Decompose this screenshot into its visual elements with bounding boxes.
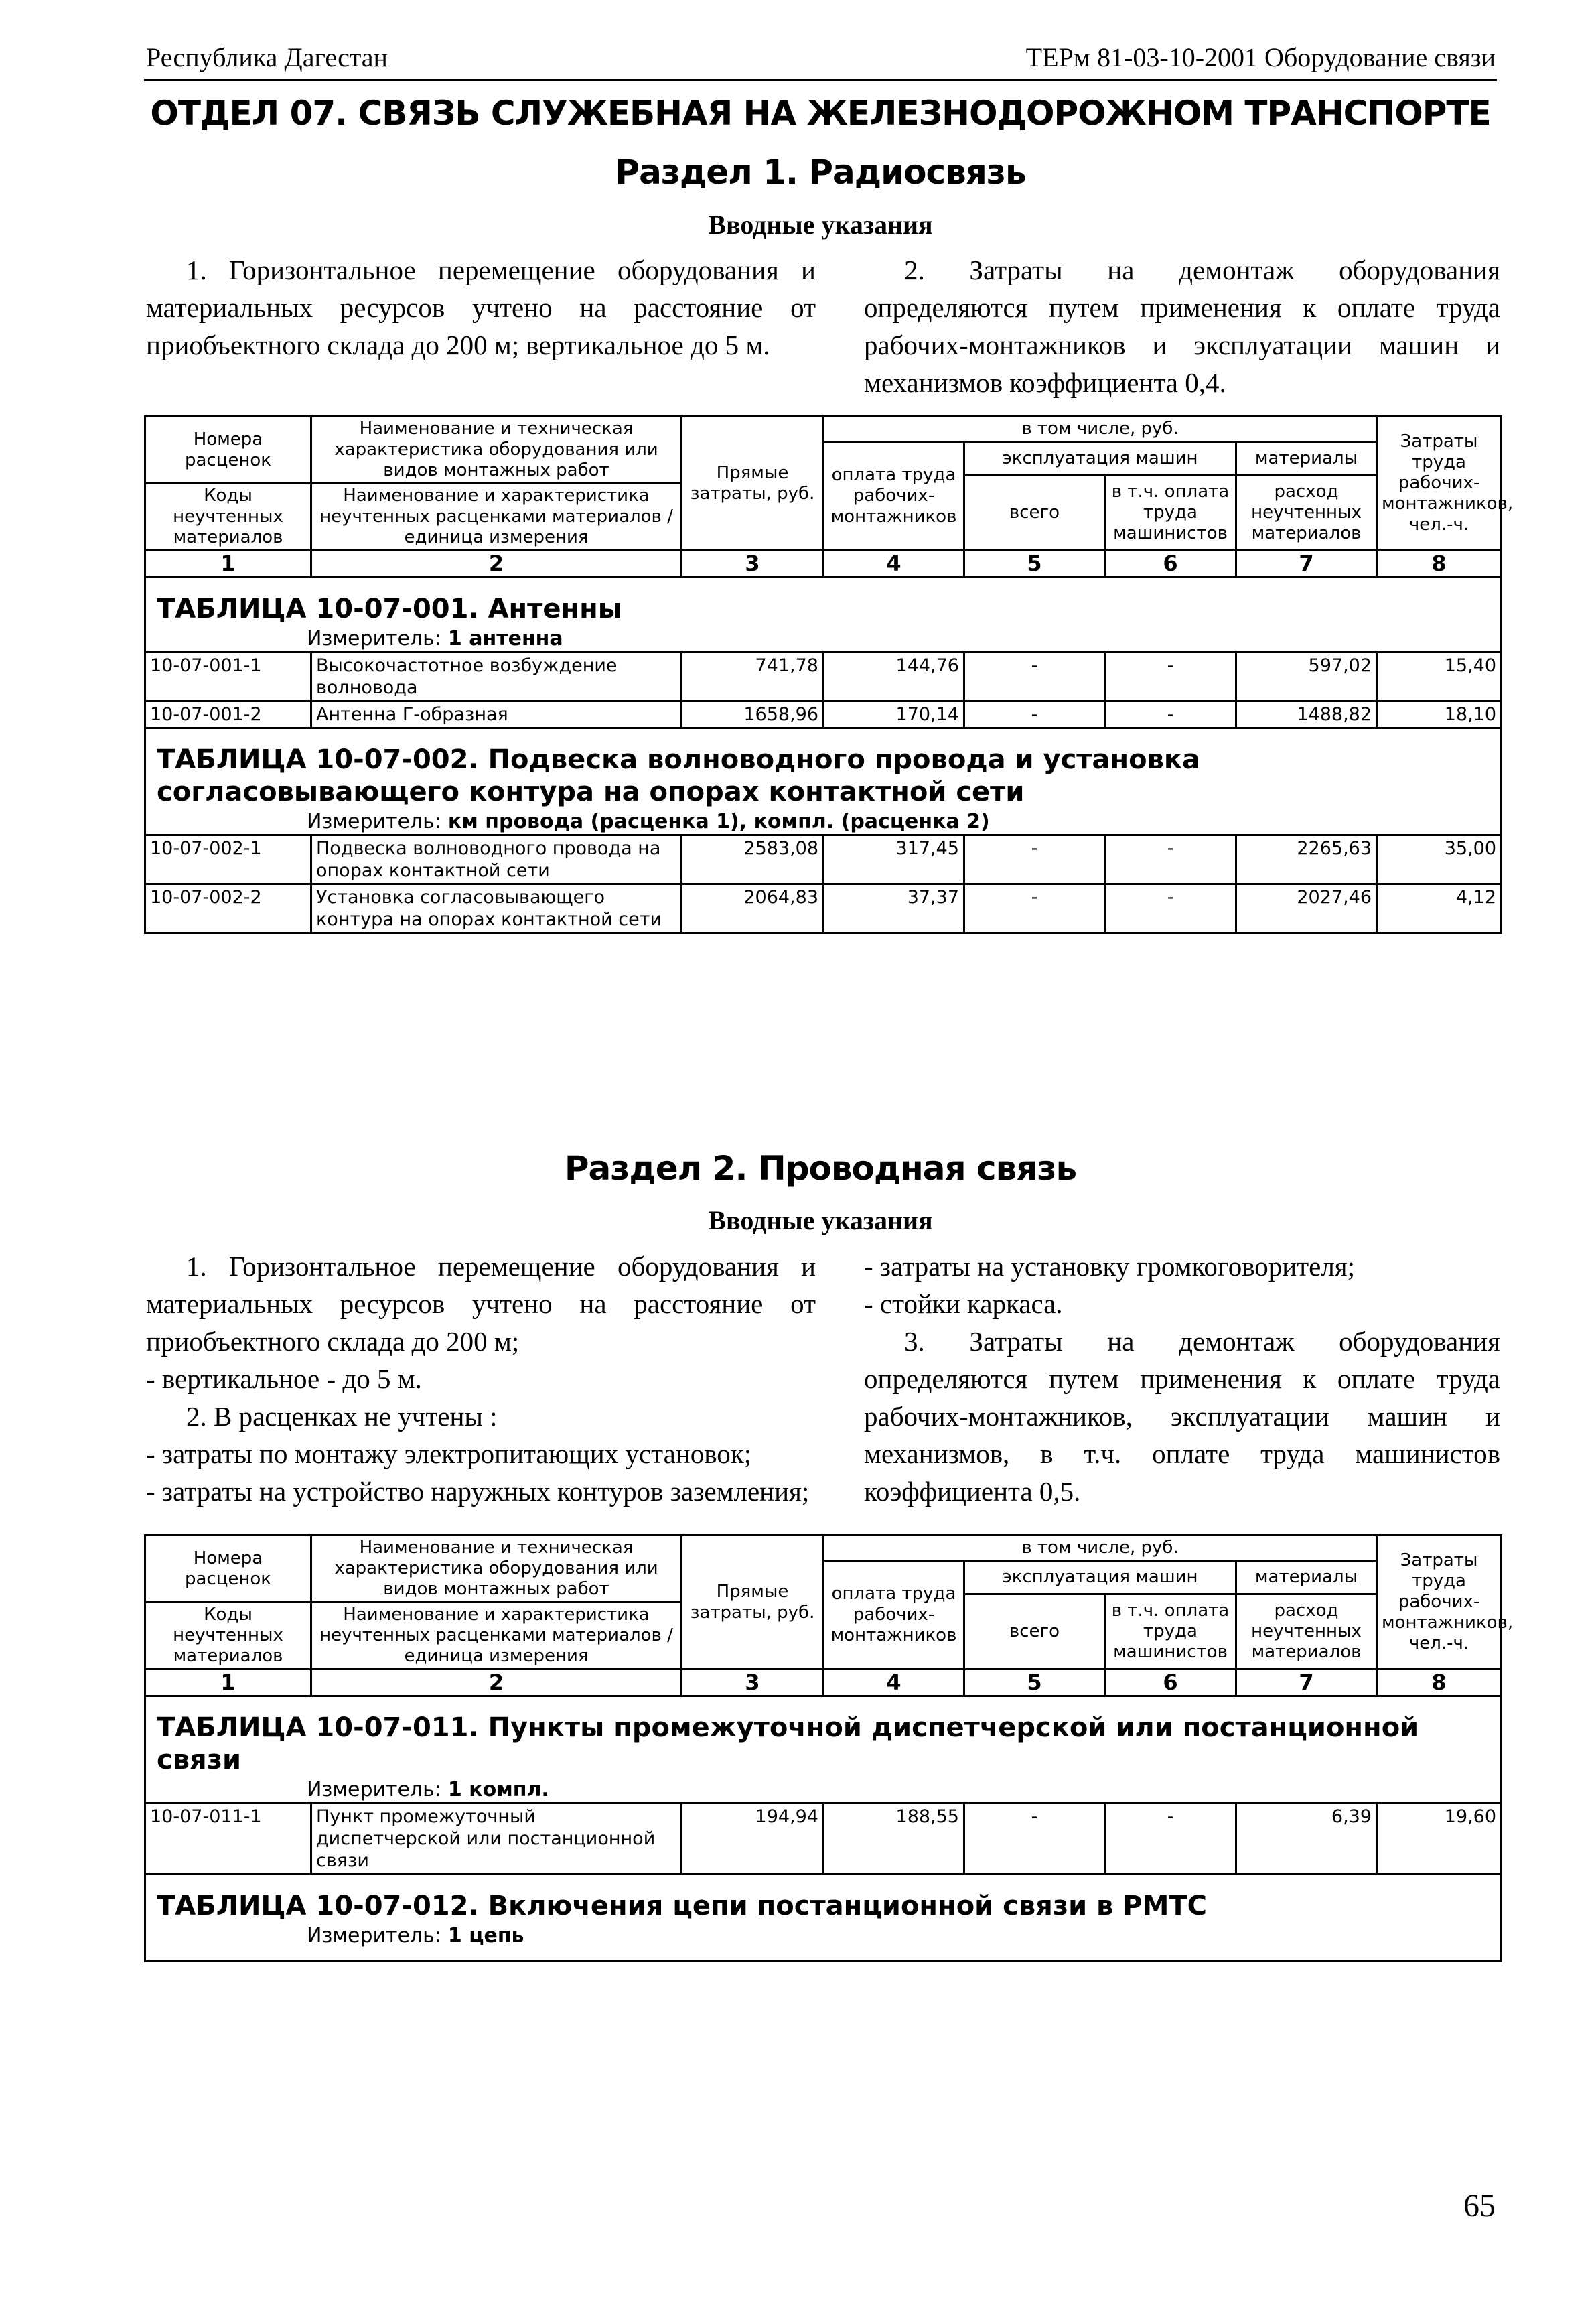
header-document-code: ТЕРм 81-03-10-2001 Оборудование связи xyxy=(1025,42,1496,72)
cell-mach: - xyxy=(964,1803,1105,1875)
cell-name: Подвеска волноводного провода на опорах контактной сети xyxy=(311,835,682,884)
header-rule xyxy=(144,79,1497,81)
header-material-codes: Коды неучтенных материалов xyxy=(145,484,311,551)
cell-mat: 1488,82 xyxy=(1236,701,1377,728)
table-title: ТАБЛИЦА 10-07-012. Включения цепи постанционной связи в РМТС xyxy=(145,1889,1502,1923)
header-rate-numbers: Номера расценок xyxy=(184,429,272,470)
intro-item: - затраты на установку громкоговорителя; xyxy=(864,1251,1356,1282)
cell-labor: 170,14 xyxy=(824,701,964,728)
tables-body xyxy=(145,577,1502,933)
column-number: 8 xyxy=(1377,1670,1502,1696)
header-machines: эксплуатация машин xyxy=(964,1561,1236,1594)
cell-hours: 4,12 xyxy=(1377,884,1502,933)
measure-row xyxy=(145,1777,1502,1803)
cell-code: 10-07-001-2 xyxy=(145,701,311,728)
column-number: 6 xyxy=(1105,551,1236,577)
spacer xyxy=(145,728,1502,743)
price-table-section1 xyxy=(144,415,1514,934)
cell-direct: 194,94 xyxy=(682,1803,824,1875)
measure-row xyxy=(145,626,1502,653)
column-number: 4 xyxy=(824,1670,964,1696)
header-name-label: Наименование и техническая характеристика оборудования или видов монтажных работ xyxy=(334,1538,658,1599)
intro-item: 2. В расценках не учтены : xyxy=(186,1401,498,1432)
cell-hours: 35,00 xyxy=(1377,835,1502,884)
intro-item: - затраты на устройство наружных контуров заземления; xyxy=(146,1476,810,1507)
measure-label: Измеритель: xyxy=(307,1924,441,1948)
column-number: 6 xyxy=(1105,1670,1236,1696)
column-number: 2 xyxy=(311,1670,682,1696)
spacer xyxy=(145,1696,1502,1711)
header-name xyxy=(311,1536,682,1603)
spacer xyxy=(145,577,1502,592)
padding xyxy=(145,1948,1502,1962)
header-materials: материалы xyxy=(1236,442,1377,476)
section1-intro-left xyxy=(146,251,816,364)
table-title-row xyxy=(145,742,1502,809)
column-number: 1 xyxy=(145,1670,311,1696)
column-number: 1 xyxy=(145,551,311,577)
section1-title: Раздел 1. Радиосвязь xyxy=(615,153,1026,192)
measure-label: Измеритель: xyxy=(307,627,441,651)
spacer-row xyxy=(145,1696,1502,1711)
cell-mach-labor: - xyxy=(1105,701,1236,728)
header-operator-pay: в т.ч. оплата труда машинистов xyxy=(1105,476,1236,551)
header-machines-total: всего xyxy=(964,476,1105,551)
cell-labor: 317,45 xyxy=(824,835,964,884)
header-material-codes: Коды неучтенных материалов xyxy=(145,1603,311,1670)
department-title: ОТДЕЛ 07. СВЯЗЬ СЛУЖЕБНАЯ НА ЖЕЛЕЗНОДОРОЖНОМ ТРАНСПОРТЕ xyxy=(150,94,1491,133)
header-region: Республика Дагестан xyxy=(146,42,388,72)
cell-name: Установка согласовывающего контура на опорах контактной сети xyxy=(311,884,682,933)
header-codes xyxy=(145,1536,311,1603)
measure-unit xyxy=(145,1777,1502,1803)
column-number: 4 xyxy=(824,551,964,577)
header-materials: материалы xyxy=(1236,1561,1377,1594)
measure-value: 1 цепь xyxy=(447,1924,524,1948)
cell-mach: - xyxy=(964,653,1105,701)
cell-mat: 2265,63 xyxy=(1236,835,1377,884)
intro-item: - стойки каркаса. xyxy=(864,1288,1063,1319)
intro-item: 1. Горизонтальное перемещение оборудования и материальных ресурсов учтено на расстояние от приобъектного склада до 200 м; xyxy=(146,1251,816,1357)
tables-body xyxy=(145,1696,1502,1962)
table-row xyxy=(145,1803,1502,1875)
header-direct-costs: Прямые затраты, руб. xyxy=(682,417,824,551)
column-number: 7 xyxy=(1236,551,1377,577)
column-number: 3 xyxy=(682,1670,824,1696)
table-title: ТАБЛИЦА 10-07-011. Пункты промежуточной диспетчерской или постанционной связи xyxy=(145,1710,1502,1777)
column-number: 5 xyxy=(964,1670,1105,1696)
cell-mach-labor: - xyxy=(1105,835,1236,884)
cell-mach-labor: - xyxy=(1105,1803,1236,1875)
cell-labor: 144,76 xyxy=(824,653,964,701)
spacer-row xyxy=(145,728,1502,743)
cell-direct: 741,78 xyxy=(682,653,824,701)
cell-mach: - xyxy=(964,701,1105,728)
measure-row xyxy=(145,809,1502,835)
cell-mat: 6,39 xyxy=(1236,1803,1377,1875)
measure-value: 1 антенна xyxy=(447,627,563,651)
cell-code: 10-07-011-1 xyxy=(145,1803,311,1875)
cell-mach: - xyxy=(964,884,1105,933)
table-header xyxy=(145,1536,1514,1696)
header-machines: эксплуатация машин xyxy=(964,442,1236,476)
cell-mat: 597,02 xyxy=(1236,653,1377,701)
padding-row xyxy=(145,1948,1502,1962)
cell-hours: 19,60 xyxy=(1377,1803,1502,1875)
cell-name: Пункт промежуточный диспетчерской или постанционной связи xyxy=(311,1803,682,1875)
section2-title: Раздел 2. Проводная связь xyxy=(564,1149,1077,1188)
measure-label: Измеритель: xyxy=(307,810,441,833)
spacer-row xyxy=(145,577,1502,592)
page-number: 65 xyxy=(1463,2188,1496,2224)
table-title-row xyxy=(145,592,1502,626)
table-row xyxy=(145,653,1502,701)
spacer-row xyxy=(145,1875,1502,1889)
table-title-row xyxy=(145,1889,1502,1923)
cell-code: 10-07-002-2 xyxy=(145,884,311,933)
cell-mat: 2027,46 xyxy=(1236,884,1377,933)
header-worker-pay: оплата труда рабочих-монтажников xyxy=(824,442,964,551)
header-labor-hours: Затраты труда рабочих-монтажников, чел.-ч. xyxy=(1377,1536,1502,1670)
header-material-name: Наименование и характеристика неучтенных расценками материалов / единица измерения xyxy=(311,1603,682,1670)
cell-hours: 15,40 xyxy=(1377,653,1502,701)
measure-label: Измеритель: xyxy=(307,1778,441,1801)
header-operator-pay: в т.ч. оплата труда машинистов xyxy=(1105,1594,1236,1670)
cell-direct: 1658,96 xyxy=(682,701,824,728)
table-title-row xyxy=(145,1710,1502,1777)
price-table-section2 xyxy=(144,1534,1514,1962)
table-row xyxy=(145,835,1502,884)
header-machines-total: всего xyxy=(964,1594,1105,1670)
header-including: в том числе, руб. xyxy=(824,1536,1377,1561)
intro-item: - затраты по монтажу электропитающих установок; xyxy=(146,1438,752,1469)
table-header xyxy=(145,417,1514,577)
table-title: ТАБЛИЦА 10-07-001. Антенны xyxy=(145,592,1502,626)
column-number: 5 xyxy=(964,551,1105,577)
header-labor-hours: Затраты труда рабочих-монтажников, чел.-ч. xyxy=(1377,417,1502,551)
header-name-label: Наименование и техническая характеристика оборудования или видов монтажных работ xyxy=(334,419,658,480)
measure-value: 1 компл. xyxy=(447,1778,549,1801)
measure-unit xyxy=(145,626,1502,653)
cell-code: 10-07-001-1 xyxy=(145,653,311,701)
measure-unit xyxy=(145,809,1502,835)
measure-unit xyxy=(145,1923,1502,1948)
section1-intro-paragraph-1: 1. Горизонтальное перемещение оборудования и материальных ресурсов учтено на расстояние от приобъектного склада до 200 м; вертикальное до 5 м. xyxy=(146,255,816,360)
header-including: в том числе, руб. xyxy=(824,417,1377,442)
cell-direct: 2583,08 xyxy=(682,835,824,884)
measure-value: км провода (расценка 1), компл. (расценка 2) xyxy=(447,810,990,833)
cell-mach-labor: - xyxy=(1105,653,1236,701)
table-row xyxy=(145,701,1502,728)
column-number: 8 xyxy=(1377,551,1502,577)
spacer xyxy=(145,1875,1502,1889)
column-number: 7 xyxy=(1236,1670,1377,1696)
cell-mach: - xyxy=(964,835,1105,884)
cell-hours: 18,10 xyxy=(1377,701,1502,728)
cell-name: Высокочастотное возбуждение волновода xyxy=(311,653,682,701)
intro-item: - вертикальное - до 5 м. xyxy=(146,1363,422,1394)
column-number: 2 xyxy=(311,551,682,577)
intro-item: 3. Затраты на демонтаж оборудования определяются путем применения к оплате труда рабочих-монтажников, эксплуатации машин и механизмов, в т.ч. оплате труда машинистов коэффициента 0,5. xyxy=(864,1326,1500,1507)
section2-intro-title: Вводные указания xyxy=(708,1205,933,1235)
section1-intro-paragraph-2: 2. Затраты на демонтаж оборудования определяются путем применения к оплате труда рабочих-монтажников и эксплуатации машин и механизмов коэффициента 0,4. xyxy=(864,255,1500,398)
header-unaccounted-materials: расход неучтенных материалов xyxy=(1236,1594,1377,1670)
column-number: 3 xyxy=(682,551,824,577)
section2-intro-right xyxy=(864,1247,1500,1510)
header-material-name: Наименование и характеристика неучтенных расценками материалов / единица измерения xyxy=(311,484,682,551)
section1-intro-title: Вводные указания xyxy=(708,210,933,240)
cell-labor: 37,37 xyxy=(824,884,964,933)
header-name xyxy=(311,417,682,484)
table-row xyxy=(145,884,1502,933)
header-rate-numbers: Номера расценок xyxy=(184,1548,272,1589)
header-direct-costs: Прямые затраты, руб. xyxy=(682,1536,824,1670)
header-codes xyxy=(145,417,311,484)
measure-row xyxy=(145,1923,1502,1948)
section1-intro-right xyxy=(864,251,1500,401)
cell-name: Антенна Г-образная xyxy=(311,701,682,728)
cell-direct: 2064,83 xyxy=(682,884,824,933)
cell-code: 10-07-002-1 xyxy=(145,835,311,884)
cell-labor: 188,55 xyxy=(824,1803,964,1875)
header-worker-pay: оплата труда рабочих-монтажников xyxy=(824,1561,964,1670)
section2-intro-left xyxy=(146,1247,816,1510)
table-title: ТАБЛИЦА 10-07-002. Подвеска волноводного провода и установка согласовывающего контура на опорах контактной сети xyxy=(145,742,1502,809)
header-unaccounted-materials: расход неучтенных материалов xyxy=(1236,476,1377,551)
cell-mach-labor: - xyxy=(1105,884,1236,933)
